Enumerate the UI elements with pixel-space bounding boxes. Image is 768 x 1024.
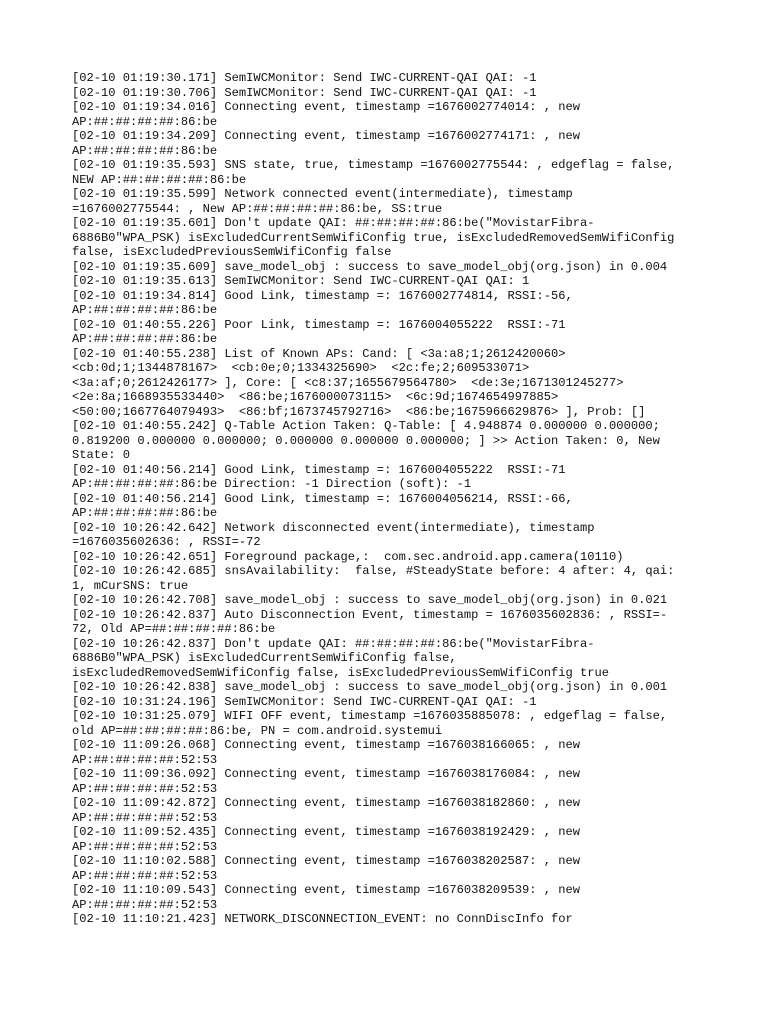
log-line: [02-10 10:31:25.079] WIFI OFF event, timestamp =1676035885078: , edgeflag = false, (72, 709, 668, 723)
log-line: [02-10 10:26:42.837] Auto Disconnection Event, timestamp = 1676035602836: , RSSI=- (72, 607, 668, 622)
log-body (72, 71, 712, 927)
log-line: [02-10 11:10:21.423] NETWORK_DISCONNECTION_EVENT: no ConnDiscInfo for (72, 912, 573, 926)
log-line: =1676035602636: , RSSI=-72 (72, 535, 261, 549)
log-line: AP:##:##:##:##:52:53 (72, 810, 218, 825)
log-line: false, isExcludedPreviousSemWifiConfig false (72, 245, 392, 259)
log-line: [02-10 11:09:52.435] Connecting event, timestamp =1676038192429: , new (72, 825, 581, 839)
log-line: [02-10 01:40:56.214] Good Link, timestamp =: 1676004055222 RSSI:-71 (72, 462, 566, 477)
log-line: AP:##:##:##:##:86:be (72, 143, 218, 158)
log-line: [02-10 01:40:55.238] List of Known APs: Cand: [ <3a:a8;1;2612420060> (72, 346, 566, 361)
log-line: old AP=##:##:##:##:86:be, PN = com.android.systemui (72, 723, 443, 738)
log-line: <2e:8a;1668935533440> <86:be;1676000073115> <6c:9d;1674654997885> (72, 390, 559, 404)
log-line: <3a:af;0;2612426177> ], Core: [ <c8:37;1655679564780> <de:3e;1671301245277> (72, 375, 624, 390)
log-document (72, 71, 712, 927)
log-line: [02-10 10:26:42.685] snsAvailability: false, #SteadyState before: 4 after: 4, qai: (72, 564, 675, 578)
log-line: [02-10 01:19:35.613] SemIWCMonitor: Send IWC-CURRENT-QAI QAI: 1 (72, 274, 530, 288)
log-line: <cb:0d;1;1344878167> <cb:0e;0;1334325690> <2c:fe;2;609533071> (72, 361, 530, 375)
log-line: AP:##:##:##:##:52:53 (72, 897, 218, 912)
log-line: [02-10 11:10:02.588] Connecting event, timestamp =1676038202587: , new (72, 854, 581, 868)
log-line: [02-10 10:26:42.651] Foreground package,: com.sec.android.app.camera(10110) (72, 549, 624, 564)
log-line: AP:##:##:##:##:86:be Direction: -1 Direction (soft): -1 (72, 477, 472, 491)
log-line: State: 0 (72, 448, 131, 462)
log-line: 72, Old AP=##:##:##:##:86:be (72, 622, 276, 636)
log-line: [02-10 10:26:42.708] save_model_obj : success to save_model_obj(org.json) in 0.021 (72, 593, 668, 607)
log-line: [02-10 01:19:30.706] SemIWCMonitor: Send IWC-CURRENT-QAI QAI: -1 (72, 85, 537, 100)
log-line: [02-10 01:19:35.609] save_model_obj : success to save_model_obj(org.json) in 0.004 (72, 259, 668, 274)
log-line: =1676002775544: , New AP:##:##:##:##:86:be, SS:true (72, 201, 443, 216)
log-line: [02-10 01:19:35.599] Network connected event(intermediate), timestamp (72, 187, 573, 201)
log-line: 6886B0"WPA_PSK) isExcludedCurrentSemWifiConfig true, isExcludedRemovedSemWifiConfig (72, 230, 675, 245)
log-line: <50:00;1667764079493> <86:bf;1673745792716> <86:be;1675966629876> ], Prob: [] (72, 404, 646, 419)
log-line: [02-10 01:19:34.209] Connecting event, timestamp =1676002774171: , new (72, 129, 581, 143)
log-line: [02-10 01:40:55.242] Q-Table Action Taken: Q-Table: [ 4.948874 0.000000 0.000000; (72, 419, 660, 433)
log-line: [02-10 11:09:36.092] Connecting event, timestamp =1676038176084: , new (72, 767, 581, 781)
log-line: [02-10 01:40:56.214] Good Link, timestamp =: 1676004056214, RSSI:-66, (72, 491, 573, 506)
log-line: isExcludedRemovedSemWifiConfig false, isExcludedPreviousSemWifiConfig true (72, 665, 610, 680)
log-line: [02-10 01:19:35.601] Don't update QAI: ##:##:##:##:86:be("MovistarFibra- (72, 216, 595, 230)
log-line: AP:##:##:##:##:86:be (72, 332, 218, 346)
log-line: AP:##:##:##:##:86:be (72, 114, 218, 129)
log-line: AP:##:##:##:##:86:be (72, 506, 218, 520)
log-line: [02-10 10:26:42.838] save_model_obj : success to save_model_obj(org.json) in 0.001 (72, 680, 668, 694)
log-line: AP:##:##:##:##:86:be (72, 303, 218, 317)
log-line: [02-10 01:19:34.814] Good Link, timestamp =: 1676002774814, RSSI:-56, (72, 288, 573, 303)
log-line: NEW AP:##:##:##:##:86:be (72, 172, 247, 187)
log-line: AP:##:##:##:##:52:53 (72, 752, 218, 767)
log-line: [02-10 01:19:34.016] Connecting event, timestamp =1676002774014: , new (72, 100, 581, 114)
log-line: [02-10 10:26:42.642] Network disconnected event(intermediate), timestamp (72, 520, 595, 535)
log-line: AP:##:##:##:##:52:53 (72, 839, 218, 854)
log-line: [02-10 01:19:30.171] SemIWCMonitor: Send IWC-CURRENT-QAI QAI: -1 (72, 71, 537, 85)
log-line: [02-10 10:26:42.837] Don't update QAI: ##:##:##:##:86:be("MovistarFibra- (72, 636, 595, 651)
log-line: 0.819200 0.000000 0.000000; 0.000000 0.000000 0.000000; ] >> Action Taken: 0, New (72, 433, 660, 448)
log-line: AP:##:##:##:##:52:53 (72, 781, 218, 796)
log-line: [02-10 01:40:55.226] Poor Link, timestamp =: 1676004055222 RSSI:-71 (72, 317, 566, 332)
log-line: [02-10 11:09:42.872] Connecting event, timestamp =1676038182860: , new (72, 796, 581, 810)
log-line: 6886B0"WPA_PSK) isExcludedCurrentSemWifiConfig false, (72, 651, 457, 665)
log-line: [02-10 01:19:35.593] SNS state, true, timestamp =1676002775544: , edgeflag = false, (72, 158, 675, 172)
log-line: [02-10 10:31:24.196] SemIWCMonitor: Send IWC-CURRENT-QAI QAI: -1 (72, 694, 537, 709)
log-line: AP:##:##:##:##:52:53 (72, 868, 218, 883)
log-line: 1, mCurSNS: true (72, 578, 189, 593)
log-line: [02-10 11:10:09.543] Connecting event, timestamp =1676038209539: , new (72, 883, 581, 897)
log-line: [02-10 11:09:26.068] Connecting event, timestamp =1676038166065: , new (72, 738, 581, 752)
